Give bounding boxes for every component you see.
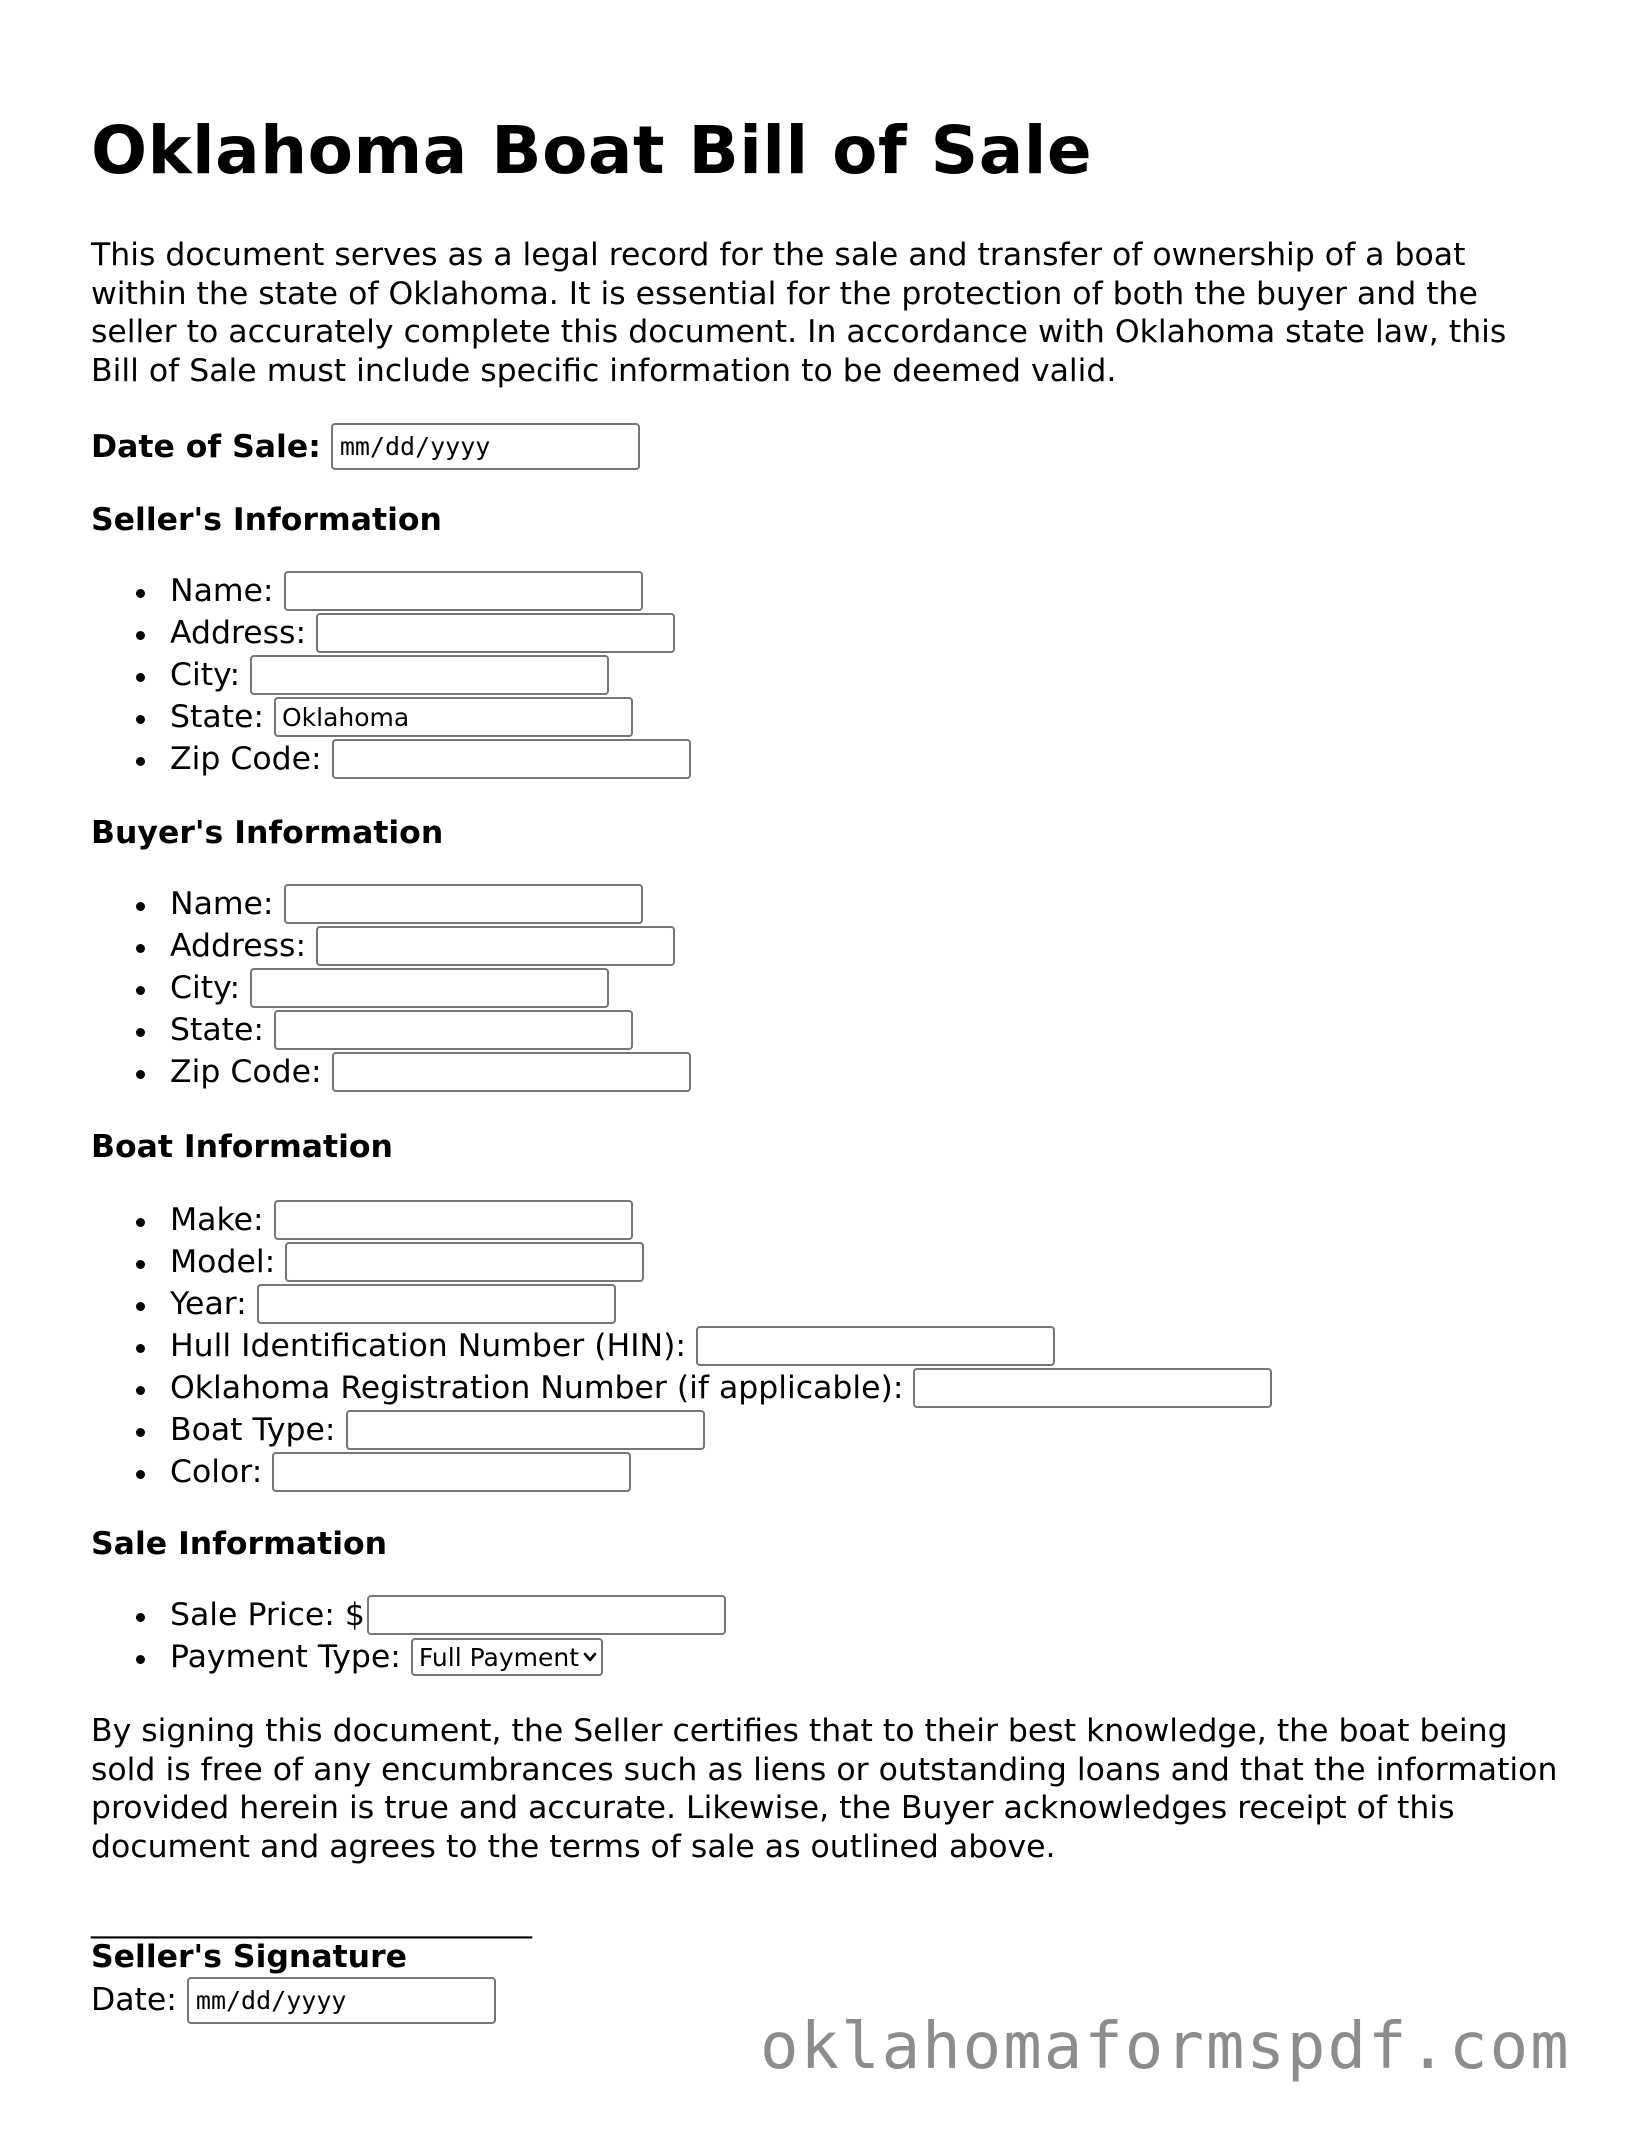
boat-color-label: Color: (170, 1454, 263, 1490)
payment-type-selected: Full Payment (418, 1642, 580, 1672)
boat-make-item (91, 1199, 1272, 1241)
seller-zip-label: Zip Code: (170, 741, 322, 777)
buyer-city-label: City: (170, 970, 241, 1006)
buyer-name-label: Name: (170, 886, 274, 922)
date-of-sale-label: Date of Sale: (91, 428, 321, 465)
watermark-text: oklahomaformspdf.com (760, 2010, 1571, 2084)
boat-type-input[interactable] (346, 1410, 705, 1450)
seller-address-item (91, 612, 691, 654)
boat-registration-input[interactable] (913, 1368, 1272, 1408)
boat-make-label: Make: (170, 1202, 264, 1238)
boat-hin-input[interactable] (696, 1326, 1055, 1366)
buyer-address-label: Address: (170, 928, 307, 964)
buyer-name-input[interactable] (284, 884, 643, 924)
sale-price-item (91, 1594, 726, 1636)
seller-name-item (91, 570, 691, 612)
signature-date-input[interactable]: mm/dd/yyyy (187, 1977, 496, 2024)
buyer-state-label: State: (170, 1012, 264, 1048)
sale-info-heading: Sale Information (91, 1526, 388, 1562)
boat-type-label: Boat Type: (170, 1412, 336, 1448)
boat-registration-label: Oklahoma Registration Number (if applicable): (170, 1370, 904, 1406)
seller-fields-list (91, 570, 691, 780)
payment-type-select[interactable] (411, 1638, 603, 1676)
seller-state-input[interactable]: Oklahoma (274, 697, 633, 737)
buyer-state-item (91, 1009, 691, 1051)
boat-model-label: Model: (170, 1244, 276, 1280)
seller-zip-item (91, 738, 691, 780)
boat-year-input[interactable] (257, 1284, 616, 1324)
boat-hin-item (91, 1325, 1272, 1367)
seller-state-item (91, 696, 691, 738)
boat-year-label: Year: (170, 1286, 247, 1322)
seller-city-label: City: (170, 657, 241, 693)
buyer-address-item (91, 925, 691, 967)
seller-info-heading: Seller's Information (91, 502, 442, 538)
buyer-city-item (91, 967, 691, 1009)
sale-price-label: Sale Price: $ (170, 1597, 365, 1633)
date-of-sale-row (91, 423, 640, 470)
boat-model-item (91, 1241, 1272, 1283)
chevron-down-icon (583, 1650, 597, 1664)
boat-fields-list (91, 1199, 1272, 1493)
buyer-zip-label: Zip Code: (170, 1054, 322, 1090)
buyer-zip-item (91, 1051, 691, 1093)
seller-name-input[interactable] (284, 571, 643, 611)
seller-zip-input[interactable] (332, 739, 691, 779)
signature-date-label: Date: (91, 1982, 177, 2018)
buyer-fields-list (91, 883, 691, 1093)
date-of-sale-input[interactable]: mm/dd/yyyy (331, 423, 640, 470)
seller-city-item (91, 654, 691, 696)
signature-block (91, 1904, 532, 2024)
seller-state-label: State: (170, 699, 264, 735)
boat-info-heading: Boat Information (91, 1129, 393, 1165)
seller-address-label: Address: (170, 615, 307, 651)
buyer-state-input[interactable] (274, 1010, 633, 1050)
signature-date-row (91, 1976, 532, 2024)
boat-model-input[interactable] (285, 1242, 644, 1282)
boat-hin-label: Hull Identification Number (HIN): (170, 1328, 686, 1364)
sale-fields-list (91, 1594, 726, 1678)
page-title: Oklahoma Boat Bill of Sale (91, 112, 1093, 189)
buyer-name-item (91, 883, 691, 925)
payment-type-label: Payment Type: (170, 1639, 401, 1675)
boat-registration-item (91, 1367, 1272, 1409)
buyer-city-input[interactable] (250, 968, 609, 1008)
intro-paragraph: This document serves as a legal record for the sale and transfer of ownership of a boat within the state of Oklahoma. It is essential for the protection of both the buyer and the seller to accurately complete this document. In accordance with Oklahoma state law, this Bill of Sale must include specific information to be deemed valid. (91, 237, 1507, 389)
signature-line: ____________________________ (91, 1903, 532, 1939)
boat-color-item (91, 1451, 1272, 1493)
buyer-address-input[interactable] (316, 926, 675, 966)
buyer-zip-input[interactable] (332, 1052, 691, 1092)
boat-color-input[interactable] (272, 1452, 631, 1492)
seller-signature-label: Seller's Signature (91, 1939, 407, 1975)
payment-type-item (91, 1636, 726, 1678)
boat-type-item (91, 1409, 1272, 1451)
boat-year-item (91, 1283, 1272, 1325)
seller-address-input[interactable] (316, 613, 675, 653)
buyer-info-heading: Buyer's Information (91, 815, 444, 851)
seller-name-label: Name: (170, 573, 274, 609)
seller-city-input[interactable] (250, 655, 609, 695)
sale-price-input[interactable] (367, 1595, 726, 1635)
closing-paragraph: By signing this document, the Seller certifies that to their best knowledge, the boat being sold is free of any encumbrances such as liens or outstanding loans and that the information provided herein is true and accurate. Likewise, the Buyer acknowledges receipt of this document and agrees to the terms of sale as outlined above. (91, 1713, 1558, 1865)
boat-make-input[interactable] (274, 1200, 633, 1240)
